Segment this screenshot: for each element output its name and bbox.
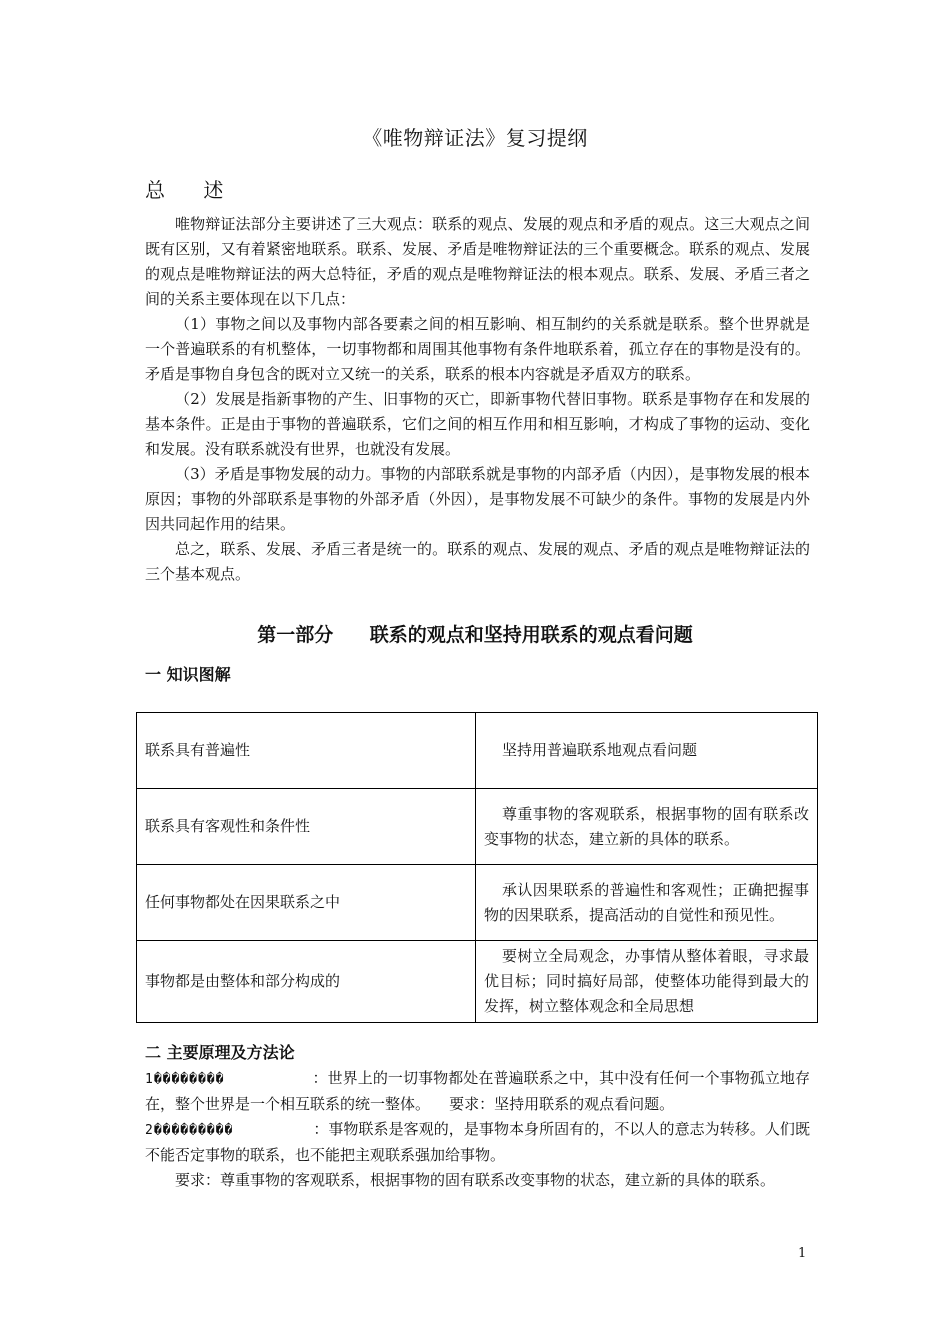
table-cell-principle: 任何事物都处在因果联系之中: [137, 865, 476, 941]
table-cell-principle: 联系具有普遍性: [137, 713, 476, 789]
table-row: [137, 713, 818, 789]
table-cell-method: 承认因果联系的普遍性和客观性；正确把握事物的因果联系，提高活动的自觉性和预见性。: [476, 865, 818, 941]
summary-paragraph: （1）事物之间以及事物内部各要素之间的相互影响、相互制约的关系就是联系。整个世界就是一个普遍联系的有机整体，一切事物都和周围其他事物有条件地联系着，孤立存在的事物是没有的。矛盾是事物自身包含的既对立又统一的关系，联系的根本内容就是矛盾双方的联系。: [145, 315, 810, 383]
principle-1-text: ：世界上的一切事物都处在普遍联系之中，其中没有任何一个事物孤立地存在，整个世界是一个相互联系的统一整体。: [145, 1069, 810, 1113]
summary-paragraph: 总之，联系、发展、矛盾三者是统一的。联系的观点、发展的观点、矛盾的观点是唯物辩证法的三个基本观点。: [145, 540, 810, 583]
table-cell-method: 要树立全局观念，办事情从整体着眼，寻求最优目标；同时搞好局部，使整体功能得到最大的发挥，树立整体观念和全局思想: [476, 941, 818, 1023]
summary-body: [145, 212, 810, 587]
table-cell-principle: 联系具有客观性和条件性: [137, 789, 476, 865]
principle-2-label: 2���������: [145, 1123, 234, 1138]
table-cell-principle: 事物都是由整体和部分构成的: [137, 941, 476, 1023]
document-title: 《唯物辩证法》复习提纲: [362, 126, 588, 150]
page-number: 1: [798, 1246, 807, 1261]
summary-heading: 总 述: [145, 178, 240, 202]
table-row: [137, 789, 818, 865]
summary-paragraph: 唯物辩证法部分主要讲述了三大观点：联系的观点、发展的观点和矛盾的观点。这三大观点之间既有区别，又有着紧密地联系。联系、发展、矛盾是唯物辩证法的三个重要概念。联系的观点、发展的观点是唯物辩证法的两大总特征，矛盾的观点是唯物辩证法的根本观点。联系、发展、矛盾三者之间的关系主要体现在以下几点：: [145, 215, 810, 308]
part-one-title: 第一部分 联系的观点和坚持用联系的观点看问题: [257, 624, 693, 646]
principle-2-text: ：事物联系是客观的，是事物本身所固有的，不以人的意志为转移。人们既不能否定事物的联系，也不能把主观联系强加给事物。: [145, 1120, 810, 1164]
knowledge-table: [136, 712, 818, 1023]
principle-item-2: [145, 1117, 810, 1168]
table-row: [137, 865, 818, 941]
section-principles: 二 主要原理及方法论: [145, 1043, 295, 1062]
principle-2-requirement: 要求：尊重事物的客观联系，根据事物的固有联系改变事物的状态，建立新的具体的联系。: [175, 1171, 776, 1189]
table-cell-method: 尊重事物的客观联系，根据事物的固有联系改变事物的状态，建立新的具体的联系。: [476, 789, 818, 865]
principle-1-label: 1��������: [145, 1072, 225, 1087]
principle-item-1: [145, 1066, 810, 1117]
summary-paragraph: （3）矛盾是事物发展的动力。事物的内部联系就是事物的内部矛盾（内因），是事物发展的根本原因；事物的外部联系是事物的外部矛盾（外因），是事物发展不可缺少的条件。事物的发展是内外因共同起作用的结果。: [145, 465, 810, 533]
table-row: [137, 941, 818, 1023]
summary-paragraph: （2）发展是指新事物的产生、旧事物的灭亡，即新事物代替旧事物。联系是事物存在和发展的基本条件。正是由于事物的普遍联系，它们之间的相互作用和相互影响，才构成了事物的运动、变化和发展。没有联系就没有世界，也就没有发展。: [145, 390, 810, 458]
principle-1-requirement: 要求：坚持用联系的观点看问题。: [449, 1095, 675, 1113]
principles-body: [145, 1066, 810, 1193]
section-knowledge-diagram: 一 知识图解: [145, 665, 231, 684]
table-cell-method: 坚持用普遍联系地观点看问题: [476, 713, 818, 789]
